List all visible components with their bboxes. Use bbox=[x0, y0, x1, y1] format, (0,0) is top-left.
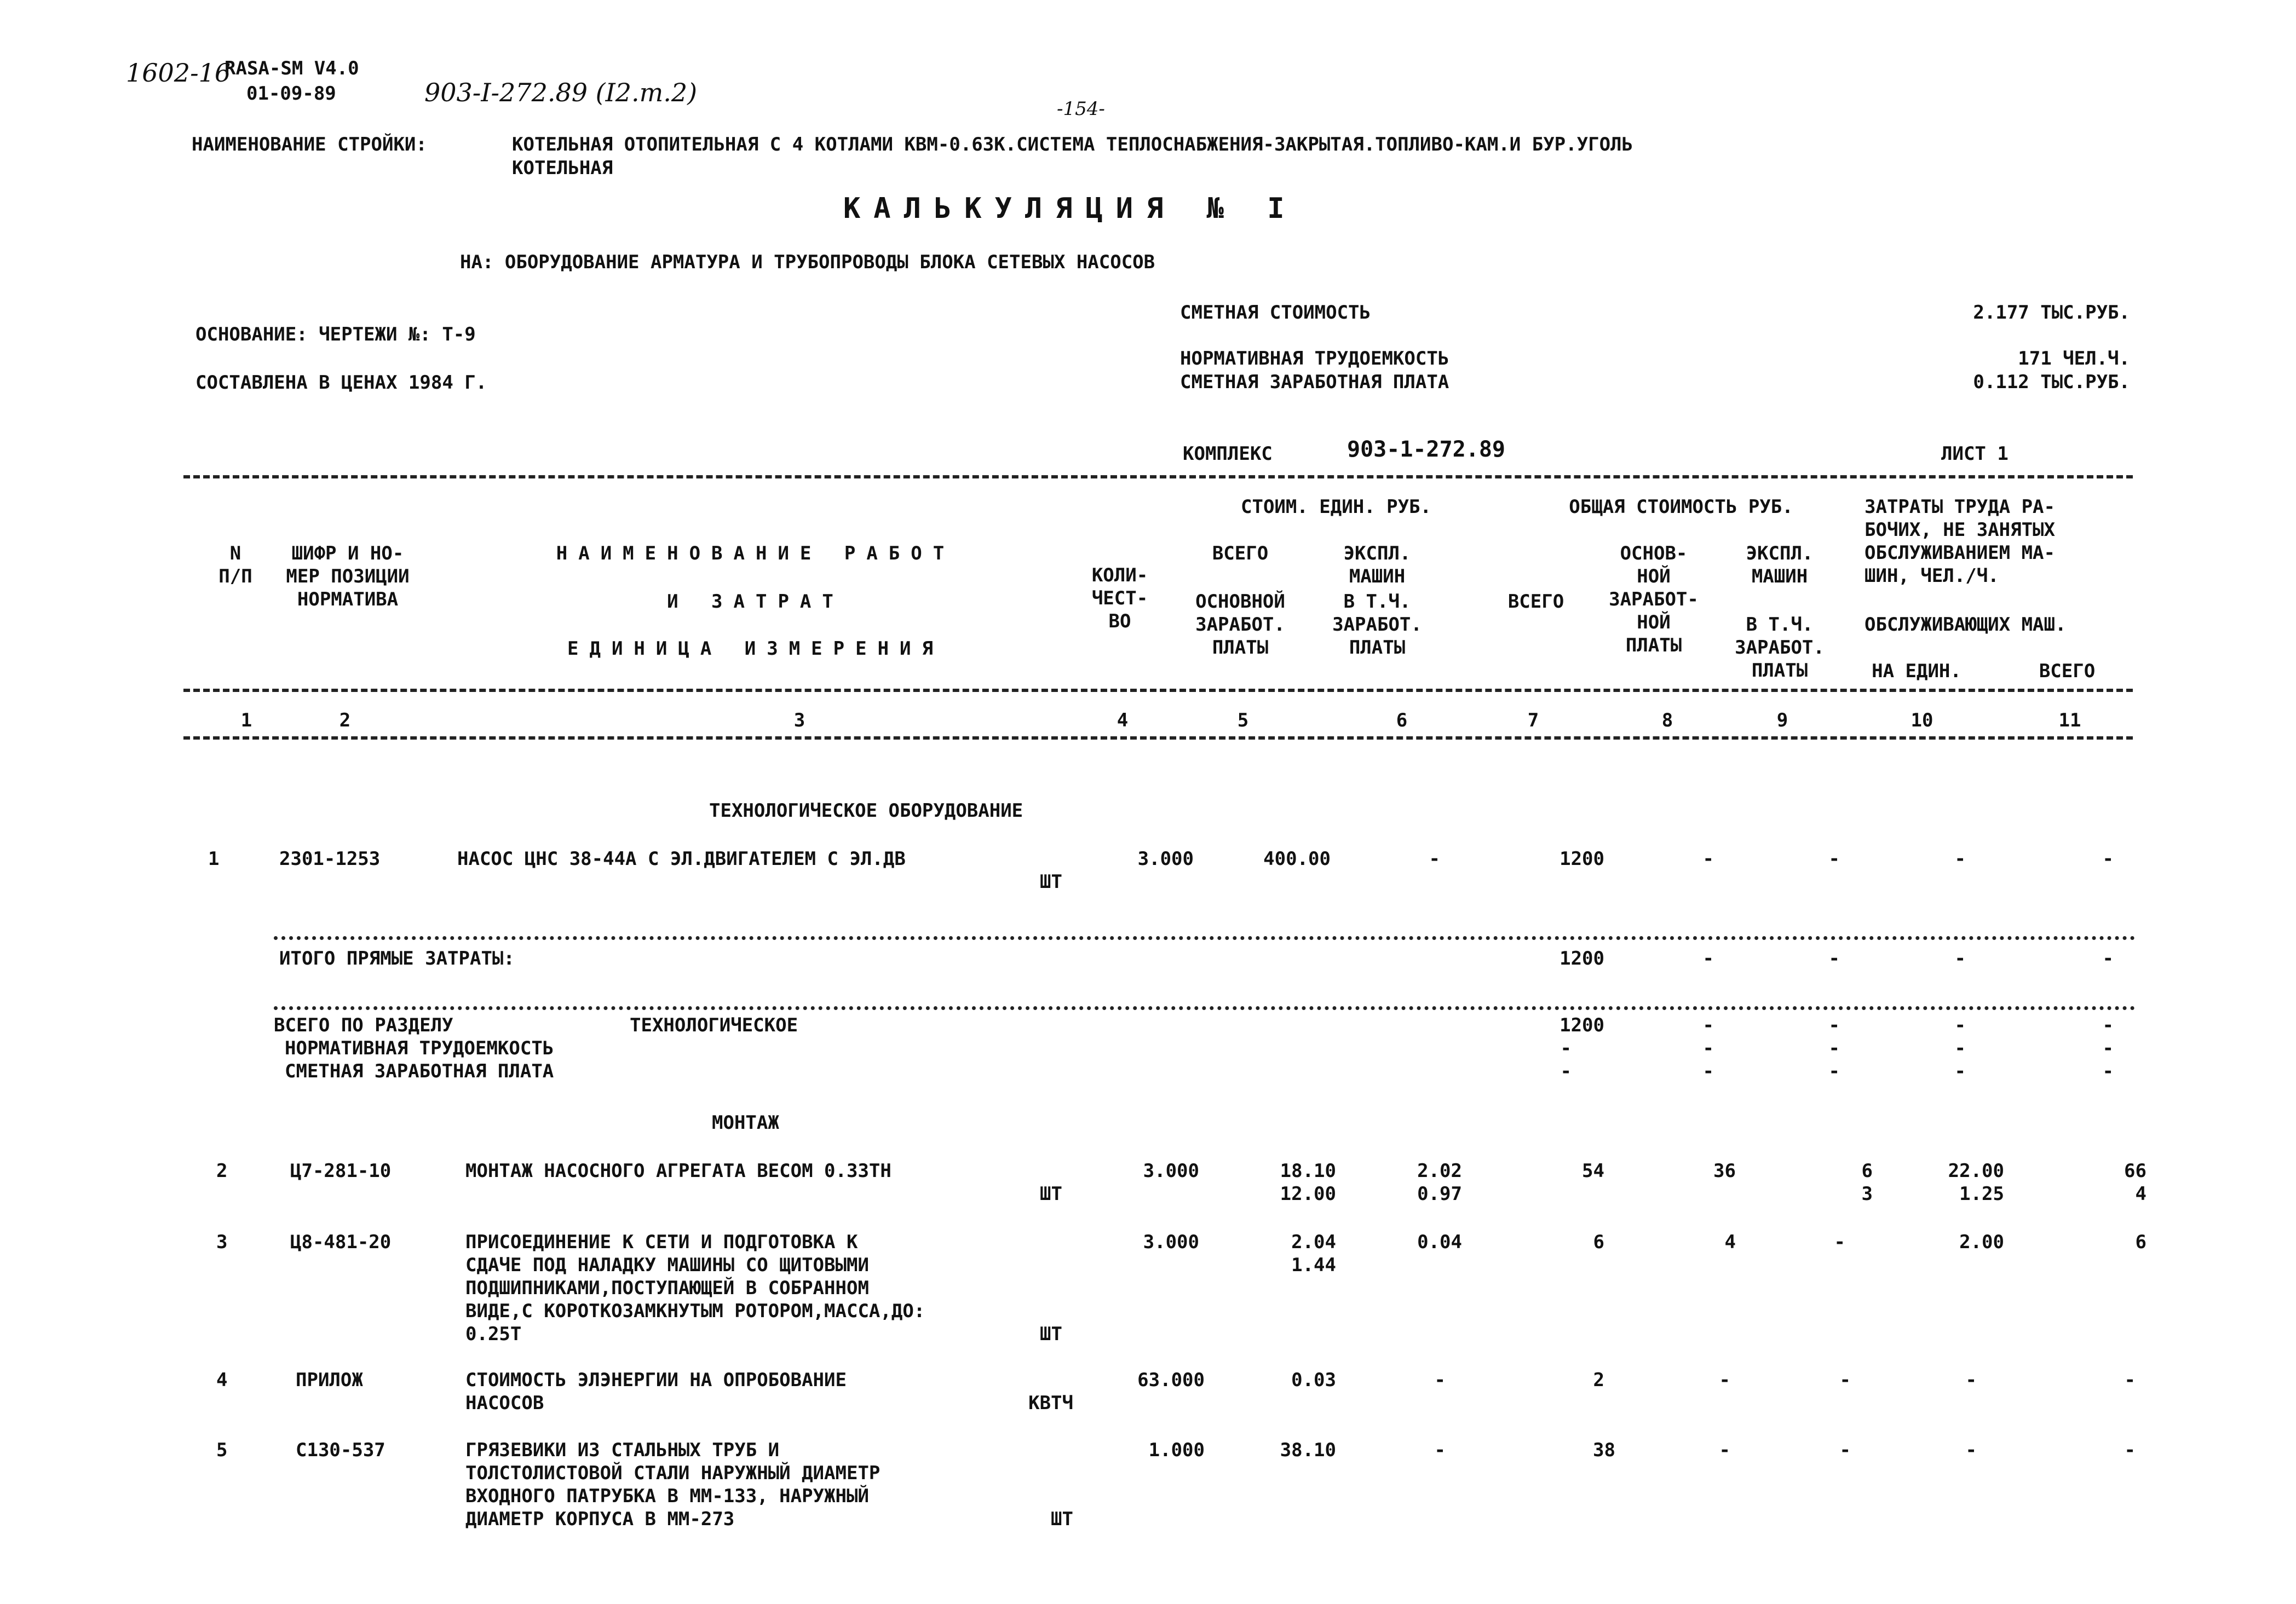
section-labor-total: - bbox=[1560, 1037, 1572, 1059]
section-total-rule bbox=[274, 1006, 2136, 1010]
direct-costs-rule bbox=[274, 936, 2136, 940]
section-wage-unit: - bbox=[1954, 1060, 1966, 1082]
row-1-machine-cost: - bbox=[1429, 848, 1440, 870]
col-number-10: 10 bbox=[1911, 709, 1934, 731]
header-labor-service: ОБСЛУЖИВАЮЩИХ МАШ. bbox=[1865, 614, 2067, 636]
row-3-number: 3 bbox=[216, 1231, 228, 1253]
row-2-unit: ШТ bbox=[1040, 1183, 1062, 1205]
row-5-machine-cost: - bbox=[1434, 1439, 1446, 1461]
complex-code: 903-1-272.89 bbox=[1347, 437, 1505, 462]
section-total-labor-unit: - bbox=[1954, 1014, 1966, 1036]
header-total-machine-wage: В Т.Ч. ЗАРАБОТ. ПЛАТЫ bbox=[1735, 614, 1825, 682]
section-labor-label: НОРМАТИВНАЯ ТРУДОЕМКОСТЬ bbox=[285, 1037, 554, 1059]
row-2-machine-cost: 2.02 0.97 bbox=[1417, 1160, 1462, 1205]
section-wage-wage: - bbox=[1702, 1060, 1714, 1082]
row-4-labor-unit: - bbox=[1965, 1369, 1977, 1391]
row-4-unit: КВТЧ bbox=[1028, 1392, 1073, 1414]
row-2-wage: 36 bbox=[1713, 1160, 1736, 1182]
row-4-unit-cost: 0.03 bbox=[1291, 1369, 1336, 1391]
row-3-labor-unit: 2.00 bbox=[1959, 1231, 2004, 1253]
estimated-wage-label: СМЕТНАЯ ЗАРАБОТНАЯ ПЛАТА bbox=[1180, 371, 1449, 393]
direct-costs-machines: - bbox=[1828, 948, 1840, 970]
row-2-machines: 6 3 bbox=[1861, 1160, 1873, 1205]
section-title-equipment: ТЕХНОЛОГИЧЕСКОЕ ОБОРУДОВАНИЕ bbox=[709, 800, 1023, 822]
col-number-5: 5 bbox=[1237, 709, 1249, 731]
header-labor-per-unit: НА ЕДИН. bbox=[1872, 660, 1961, 682]
header-labor: ЗАТРАТЫ ТРУДА РА- БОЧИХ, НЕ ЗАНЯТЫХ ОБСЛУЖИВАНИЕМ МА- ШИН, ЧЕЛ./Ч. bbox=[1865, 496, 2055, 587]
row-2-labor-total: 66 4 bbox=[2124, 1160, 2147, 1205]
row-5-unit: ШТ bbox=[1051, 1508, 1073, 1530]
col-number-7: 7 bbox=[1527, 709, 1539, 731]
document-code: 903-I-272.89 (I2.т.2) bbox=[424, 78, 698, 107]
row-1-wage: - bbox=[1702, 848, 1714, 870]
direct-costs-label: ИТОГО ПРЯМЫЕ ЗАТРАТЫ: bbox=[279, 948, 515, 970]
row-5-labor-unit: - bbox=[1965, 1439, 1977, 1461]
row-1-qty: 3.000 bbox=[1137, 848, 1194, 870]
header-norm-code: ШИФР И НО- МЕР ПОЗИЦИИ НОРМАТИВА bbox=[286, 543, 410, 610]
row-2-total: 54 bbox=[1582, 1160, 1604, 1182]
row-1-machines: - bbox=[1828, 848, 1840, 870]
header-work-name: НАИМЕНОВАНИЕ РАБОТ bbox=[556, 543, 956, 564]
section-wage-machines: - bbox=[1828, 1060, 1840, 1082]
section-total-wage: - bbox=[1702, 1014, 1714, 1036]
section-wage-all: - bbox=[2102, 1060, 2114, 1082]
project-name-line1: КОТЕЛЬНАЯ ОТОПИТЕЛЬНАЯ С 4 КОТЛАМИ КВМ-0.63К.СИСТЕМА ТЕПЛОСНАБЖЕНИЯ-ЗАКРЫТАЯ.ТОПЛИВО-КАМ.И БУР.УГОЛЬ bbox=[512, 134, 1633, 155]
header-unit-cost: СТОИМ. ЕДИН. РУБ. bbox=[1241, 496, 1431, 518]
row-5-unit-cost: 38.10 bbox=[1280, 1439, 1336, 1461]
col-number-2: 2 bbox=[339, 709, 351, 731]
row-2-name: МОНТАЖ НАСОСНОГО АГРЕГАТА ВЕСОМ 0.33ТН bbox=[465, 1160, 891, 1182]
row-4-machines: - bbox=[1839, 1369, 1851, 1391]
project-name-line2: КОТЕЛЬНАЯ bbox=[512, 157, 613, 179]
header-total-wage: ОСНОВ- НОЙ ЗАРАБОТ- НОЙ ПЛАТЫ bbox=[1609, 543, 1699, 656]
labor-intensity-label: НОРМАТИВНАЯ ТРУДОЕМКОСТЬ bbox=[1180, 348, 1449, 370]
direct-costs-total: 1200 bbox=[1560, 948, 1604, 970]
header-row-number: N П/П bbox=[218, 543, 252, 587]
row-3-name: ПРИСОЕДИНЕНИЕ К СЕТИ И ПОДГОТОВКА К СДАЧЕ ПОД НАЛАДКУ МАШИНЫ СО ЩИТОВЫМИ ПОДШИПНИКАМИ,ПОСТУПАЮЩЕЙ В СОБРАННОМ ВИДЕ,С КОРОТКОЗАМКНУТЫМ РОТОРОМ,МАССА,ДО: 0.25Т bbox=[465, 1231, 925, 1345]
row-1-unit-cost: 400.00 bbox=[1263, 848, 1331, 870]
basis-drawings: ОСНОВАНИЕ: ЧЕРТЕЖИ №: Т-9 bbox=[195, 324, 476, 345]
section-total-total: 1200 bbox=[1560, 1014, 1604, 1036]
direct-costs-labor-unit: - bbox=[1954, 948, 1966, 970]
row-5-total: 38 bbox=[1593, 1439, 1615, 1461]
sheet-number: ЛИСТ 1 bbox=[1941, 443, 2009, 465]
labor-intensity-value: 171 ЧЕЛ.Ч. bbox=[2018, 348, 2130, 370]
row-3-machines: - bbox=[1834, 1231, 1845, 1253]
row-5-labor-total: - bbox=[2124, 1439, 2136, 1461]
section-labor-machines: - bbox=[1828, 1037, 1840, 1059]
section-total-label: ВСЕГО ПО РАЗДЕЛУ bbox=[274, 1014, 453, 1036]
row-4-qty: 63.000 bbox=[1137, 1369, 1205, 1391]
row-3-code: Ц8-481-20 bbox=[290, 1231, 392, 1253]
section-wage-label: СМЕТНАЯ ЗАРАБОТНАЯ ПЛАТА bbox=[285, 1060, 554, 1082]
section-labor-unit: - bbox=[1954, 1037, 1966, 1059]
row-2-qty: 3.000 bbox=[1143, 1160, 1199, 1182]
row-4-labor-total: - bbox=[2124, 1369, 2136, 1391]
section-total-machines: - bbox=[1828, 1014, 1840, 1036]
row-2-labor-unit: 22.00 1.25 bbox=[1948, 1160, 2004, 1205]
row-1-total: 1200 bbox=[1560, 848, 1604, 870]
header-quantity: КОЛИ- ЧЕСТ- ВО bbox=[1091, 564, 1148, 632]
row-3-qty: 3.000 bbox=[1143, 1231, 1199, 1253]
row-2-number: 2 bbox=[216, 1160, 228, 1182]
header-numbers-rule bbox=[183, 689, 2133, 692]
row-5-number: 5 bbox=[216, 1439, 228, 1461]
estimated-wage-value: 0.112 ТЫС.РУБ. bbox=[1973, 371, 2130, 393]
row-2-code: Ц7-281-10 bbox=[290, 1160, 392, 1182]
row-3-total: 6 bbox=[1593, 1231, 1604, 1253]
section-labor-wage: - bbox=[1702, 1037, 1714, 1059]
header-labor-total: ВСЕГО bbox=[2039, 660, 2096, 682]
row-4-total: 2 bbox=[1593, 1369, 1604, 1391]
row-4-wage: - bbox=[1719, 1369, 1730, 1391]
calculation-subject: НА: ОБОРУДОВАНИЕ АРМАТУРА И ТРУБОПРОВОДЫ БЛОКА СЕТЕВЫХ НАСОСОВ bbox=[460, 251, 1155, 273]
header-total-cost: ОБЩАЯ СТОИМОСТЬ РУБ. bbox=[1569, 496, 1793, 518]
col-number-6: 6 bbox=[1396, 709, 1408, 731]
row-1-name: НАСОС ЦНС 38-44А С ЭЛ.ДВИГАТЕЛЕМ С ЭЛ.ДВ bbox=[457, 848, 906, 870]
row-3-wage: 4 bbox=[1724, 1231, 1736, 1253]
section-total-labor-total: - bbox=[2102, 1014, 2114, 1036]
row-3-unit-cost: 2.04 1.44 bbox=[1291, 1231, 1336, 1276]
row-3-machine-cost: 0.04 bbox=[1417, 1231, 1462, 1253]
section-labor-all: - bbox=[2102, 1037, 2114, 1059]
section-wage-total: - bbox=[1560, 1060, 1572, 1082]
project-label: НАИМЕНОВАНИЕ СТРОЙКИ: bbox=[192, 134, 427, 155]
header-unit-total: ВСЕГО bbox=[1212, 543, 1269, 564]
row-3-unit: ШТ bbox=[1040, 1323, 1062, 1345]
price-basis: СОСТАВЛЕНА В ЦЕНАХ 1984 Г. bbox=[195, 372, 487, 394]
row-4-machine-cost: - bbox=[1434, 1369, 1446, 1391]
row-4-name: СТОИМОСТЬ ЭЛЭНЕРГИИ НА ОПРОБОВАНИЕ НАСОСОВ bbox=[465, 1369, 847, 1414]
direct-costs-labor-total: - bbox=[2102, 948, 2114, 970]
header-unit-machine-wage: В Т.Ч. ЗАРАБОТ. ПЛАТЫ bbox=[1332, 591, 1422, 659]
row-1-labor-total: - bbox=[2102, 848, 2114, 870]
handwritten-note: 1602-16 bbox=[126, 58, 231, 88]
estimated-cost-value: 2.177 ТЫС.РУБ. bbox=[1973, 302, 2130, 324]
row-4-number: 4 bbox=[216, 1369, 228, 1391]
row-1-number: 1 bbox=[208, 848, 220, 870]
row-3-labor-total: 6 bbox=[2135, 1231, 2147, 1253]
header-bottom-rule bbox=[183, 736, 2133, 740]
row-1-unit: ШТ bbox=[1040, 871, 1062, 893]
col-number-8: 8 bbox=[1661, 709, 1673, 731]
row-5-name: ГРЯЗЕВИКИ ИЗ СТАЛЬНЫХ ТРУБ И ТОЛСТОЛИСТОВОЙ СТАЛИ НАРУЖНЫЙ ДИАМЕТР ВХОДНОГО ПАТРУБКА В ММ-133, НАРУЖНЫЙ ДИАМЕТР КОРПУСА В ММ-273 bbox=[465, 1439, 881, 1530]
header-total-all: ВСЕГО bbox=[1507, 591, 1564, 613]
header-total-machines: ЭКСПЛ. МАШИН bbox=[1746, 543, 1814, 587]
header-unit-wage: ОСНОВНОЙ ЗАРАБОТ. ПЛАТЫ bbox=[1195, 591, 1285, 659]
print-date: 01-09-89 bbox=[246, 83, 336, 105]
col-number-4: 4 bbox=[1117, 709, 1129, 731]
row-2-unit-cost: 18.10 12.00 bbox=[1280, 1160, 1336, 1205]
header-work-costs: И ЗАТРАТ bbox=[667, 591, 844, 613]
col-number-11: 11 bbox=[2058, 709, 2081, 731]
row-1-labor-unit: - bbox=[1954, 848, 1966, 870]
estimated-cost-label: СМЕТНАЯ СТОИМОСТЬ bbox=[1180, 302, 1371, 324]
complex-label: КОМПЛЕКС bbox=[1183, 443, 1273, 465]
section-title-installation: МОНТАЖ bbox=[712, 1112, 779, 1134]
row-5-code: С130-537 bbox=[296, 1439, 385, 1461]
row-5-wage: - bbox=[1719, 1439, 1730, 1461]
page-number: -154- bbox=[1057, 98, 1105, 120]
col-number-3: 3 bbox=[793, 709, 805, 731]
row-5-machines: - bbox=[1839, 1439, 1851, 1461]
section-total-name: ТЕХНОЛОГИЧЕСКОЕ bbox=[630, 1014, 798, 1036]
table-top-rule bbox=[183, 475, 2133, 478]
direct-costs-wage: - bbox=[1702, 948, 1714, 970]
row-5-qty: 1.000 bbox=[1148, 1439, 1205, 1461]
header-work-unit: ЕДИНИЦА ИЗМЕРЕНИЯ bbox=[567, 638, 944, 660]
program-version: RASA-SM V4.0 bbox=[225, 57, 359, 79]
row-4-code: ПРИЛОЖ bbox=[296, 1369, 363, 1391]
col-number-9: 9 bbox=[1776, 709, 1788, 731]
row-1-code: 2301-1253 bbox=[279, 848, 381, 870]
header-unit-machines: ЭКСПЛ. МАШИН bbox=[1343, 543, 1411, 587]
document-title: КАЛЬКУЛЯЦИЯ № I bbox=[843, 192, 1298, 225]
col-number-1: 1 bbox=[240, 709, 252, 731]
